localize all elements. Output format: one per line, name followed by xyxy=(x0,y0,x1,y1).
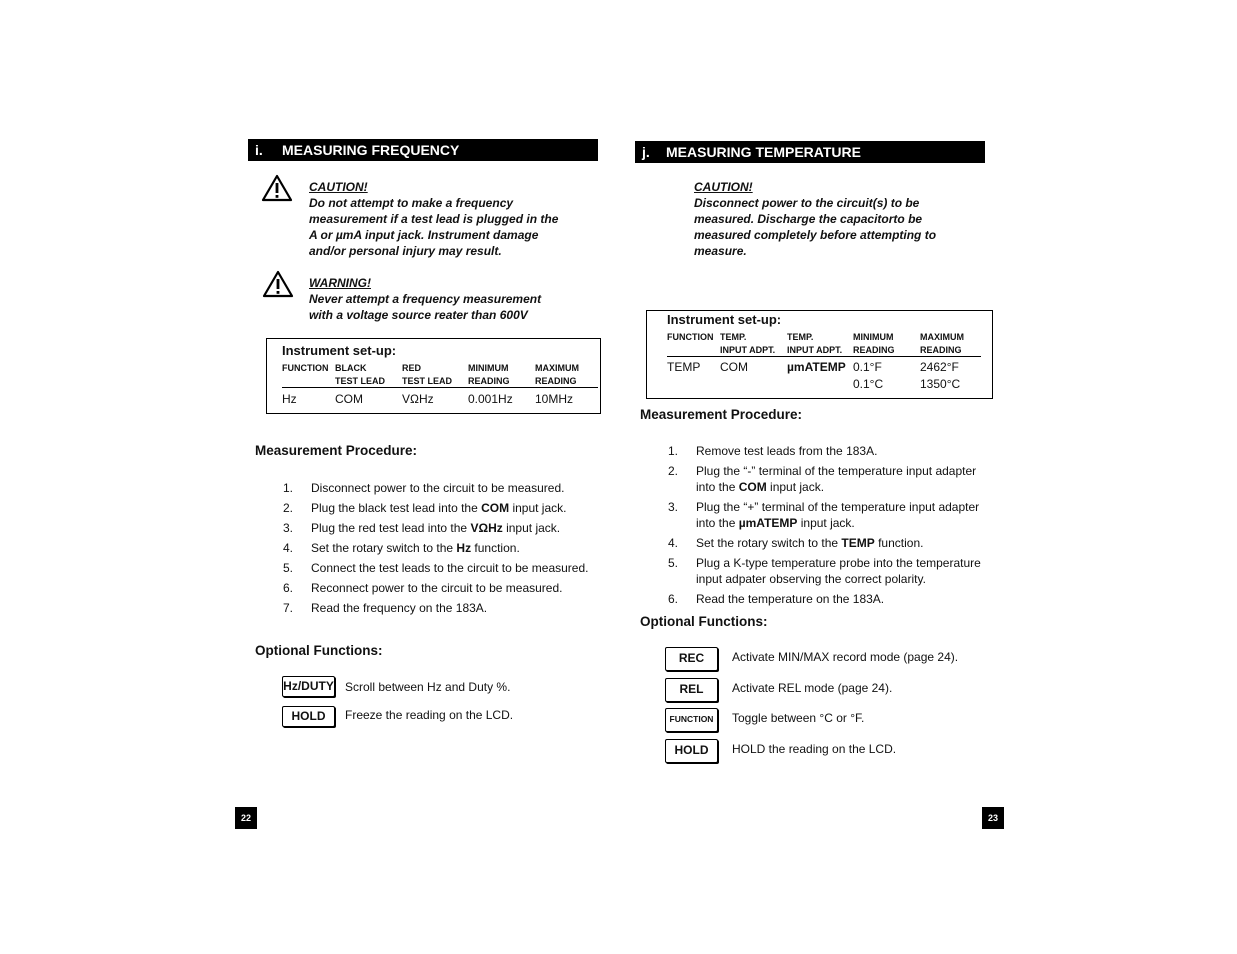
step-number: 7. xyxy=(283,601,294,615)
step-text-end: input jack. xyxy=(509,501,567,515)
step-text: Plug the “-” terminal of the temperature input adapter into the xyxy=(696,464,977,494)
function-button[interactable]: FUNCTION xyxy=(665,708,718,732)
step-text: Remove test leads from the 183A. xyxy=(696,444,878,458)
warning-heading: WARNING! xyxy=(309,276,371,290)
step-number: 3. xyxy=(283,521,294,535)
step-item xyxy=(668,443,988,459)
header-minimum: MINIMUM READING xyxy=(468,363,510,386)
step-item xyxy=(668,591,988,607)
step-text: Plug a K-type temperature probe into the temperature input adpater observing the correct polarity. xyxy=(696,556,981,586)
step-item xyxy=(283,560,603,576)
warning-triangle-icon xyxy=(261,174,293,202)
step-item xyxy=(668,499,988,531)
step-item xyxy=(283,580,603,596)
step-number: 6. xyxy=(283,581,294,595)
hz-duty-button[interactable]: Hz/DUTY xyxy=(282,676,335,697)
page-number: 22 xyxy=(235,807,257,829)
step-text: Set the rotary switch to the xyxy=(311,541,457,555)
step-item xyxy=(283,520,603,536)
warning-note xyxy=(309,275,589,323)
caution-note xyxy=(309,179,589,259)
section-title: MEASURING FREQUENCY xyxy=(282,142,460,158)
step-text-end: input jack. xyxy=(766,480,825,494)
section-title: MEASURING TEMPERATURE xyxy=(666,144,861,160)
procedure-steps xyxy=(283,480,603,616)
cell-maximum-c: 1350°C xyxy=(920,377,961,391)
function-description: Toggle between °C or °F. xyxy=(732,711,865,725)
procedure-heading: Measurement Procedure: xyxy=(255,443,418,458)
header-black-lead: BLACK TEST LEAD xyxy=(335,363,386,386)
header-function: FUNCTION xyxy=(282,363,329,373)
cell-function: Hz xyxy=(282,392,297,406)
step-bold: Hz xyxy=(456,541,472,555)
setup-title: Instrument set-up: xyxy=(282,343,397,358)
step-number: 1. xyxy=(668,444,679,458)
header-rule xyxy=(282,387,598,388)
step-item xyxy=(668,463,988,495)
step-bold: µmATEMP xyxy=(738,516,798,530)
hz-duty-description: Scroll between Hz and Duty %. xyxy=(345,680,511,694)
caution-heading: CAUTION! xyxy=(309,180,368,194)
step-bold: COM xyxy=(481,501,510,515)
setup-title: Instrument set-up: xyxy=(667,312,782,327)
step-text: Set the rotary switch to the xyxy=(696,536,842,550)
header-temp-adapter-1: TEMP. INPUT ADPT. xyxy=(720,332,776,355)
step-bold: TEMP xyxy=(841,536,875,550)
step-number: 4. xyxy=(283,541,294,555)
warning-triangle-icon xyxy=(262,270,294,298)
step-number: 1. xyxy=(283,481,294,495)
instrument-setup-table xyxy=(646,310,993,399)
step-number: 4. xyxy=(668,536,679,550)
hold-button[interactable]: HOLD xyxy=(282,706,335,727)
header-rule xyxy=(667,356,981,357)
step-text: Read the temperature on the 183A. xyxy=(696,592,885,606)
hold-description: HOLD the reading on the LCD. xyxy=(732,742,897,756)
step-item xyxy=(283,500,603,516)
caution-heading: CAUTION! xyxy=(694,180,753,194)
hold-description: Freeze the reading on the LCD. xyxy=(345,708,514,722)
step-bold: VΩHz xyxy=(470,521,503,535)
step-number: 3. xyxy=(668,500,679,514)
instrument-setup-table xyxy=(266,338,601,414)
section-header-temperature xyxy=(635,141,985,163)
step-item xyxy=(283,480,603,496)
step-bold: COM xyxy=(738,480,767,494)
procedure-steps xyxy=(668,443,988,607)
cell-adapter-com: COM xyxy=(720,360,748,374)
warning-text: Never attempt a frequency measurement with a voltage source reater than 600V xyxy=(309,292,542,322)
step-text-end: function. xyxy=(874,536,924,550)
step-text: Plug the red test lead into the xyxy=(311,521,471,535)
header-temp-adapter-2: TEMP. INPUT ADPT. xyxy=(787,332,843,355)
step-item xyxy=(283,600,603,616)
cell-maximum-f: 2462°F xyxy=(920,360,959,374)
cell-minimum: 0.001Hz xyxy=(468,392,513,406)
step-text: Plug the “+” terminal of the temperature input adapter into the xyxy=(696,500,980,530)
header-minimum: MINIMUM READING xyxy=(853,332,895,355)
cell-black-lead: COM xyxy=(335,392,363,406)
cell-red-lead: VΩHz xyxy=(402,392,434,406)
step-text: Disconnect power to the circuit to be measured. xyxy=(311,481,565,495)
section-letter: j. xyxy=(642,144,650,160)
header-function: FUNCTION xyxy=(667,332,714,342)
step-number: 5. xyxy=(283,561,294,575)
header-maximum: MAXIMUM READING xyxy=(535,363,579,386)
step-text: Read the frequency on the 183A. xyxy=(311,601,488,615)
caution-text: Disconnect power to the circuit(s) to be measured. Discharge the capacitorto be measured completely before attempting to measure. xyxy=(694,196,937,258)
optional-heading: Optional Functions: xyxy=(255,643,383,658)
step-item xyxy=(283,540,603,556)
section-header-frequency xyxy=(248,139,598,161)
cell-minimum-c: 0.1°C xyxy=(853,377,884,391)
optional-heading: Optional Functions: xyxy=(640,614,768,629)
procedure-heading: Measurement Procedure: xyxy=(640,407,803,422)
cell-minimum-f: 0.1°F xyxy=(853,360,882,374)
step-text-end: input jack. xyxy=(502,521,561,535)
step-text-end: input jack. xyxy=(797,516,855,530)
rec-description: Activate MIN/MAX record mode (page 24). xyxy=(732,650,959,664)
step-text: Plug the black test lead into the xyxy=(311,501,482,515)
step-number: 2. xyxy=(283,501,294,515)
rel-description: Activate REL mode (page 24). xyxy=(732,681,893,695)
header-maximum: MAXIMUM READING xyxy=(920,332,964,355)
step-number: 5. xyxy=(668,556,679,570)
cell-maximum: 10MHz xyxy=(535,392,574,406)
hold-button[interactable]: HOLD xyxy=(665,739,718,763)
rec-button[interactable]: REC xyxy=(665,647,718,671)
step-item xyxy=(668,535,988,551)
step-item xyxy=(668,555,988,587)
caution-text: Do not attempt to make a frequency measurement if a test lead is plugged in the A or µmA input jack. Instrument damage and/or personal injury may result. xyxy=(309,196,559,258)
rel-button[interactable]: REL xyxy=(665,678,718,702)
caution-note xyxy=(694,179,984,259)
step-number: 2. xyxy=(668,464,679,478)
step-number: 6. xyxy=(668,592,679,606)
step-text: Connect the test leads to the circuit to be measured. xyxy=(311,561,589,575)
page-number: 23 xyxy=(982,807,1004,829)
cell-adapter-umatemp: µmATEMP xyxy=(787,360,846,374)
step-text: Reconnect power to the circuit to be measured. xyxy=(311,581,563,595)
step-text-end: function. xyxy=(471,541,520,555)
section-letter: i. xyxy=(255,142,263,158)
cell-function: TEMP xyxy=(667,360,701,374)
header-red-lead: RED TEST LEAD xyxy=(402,363,453,386)
